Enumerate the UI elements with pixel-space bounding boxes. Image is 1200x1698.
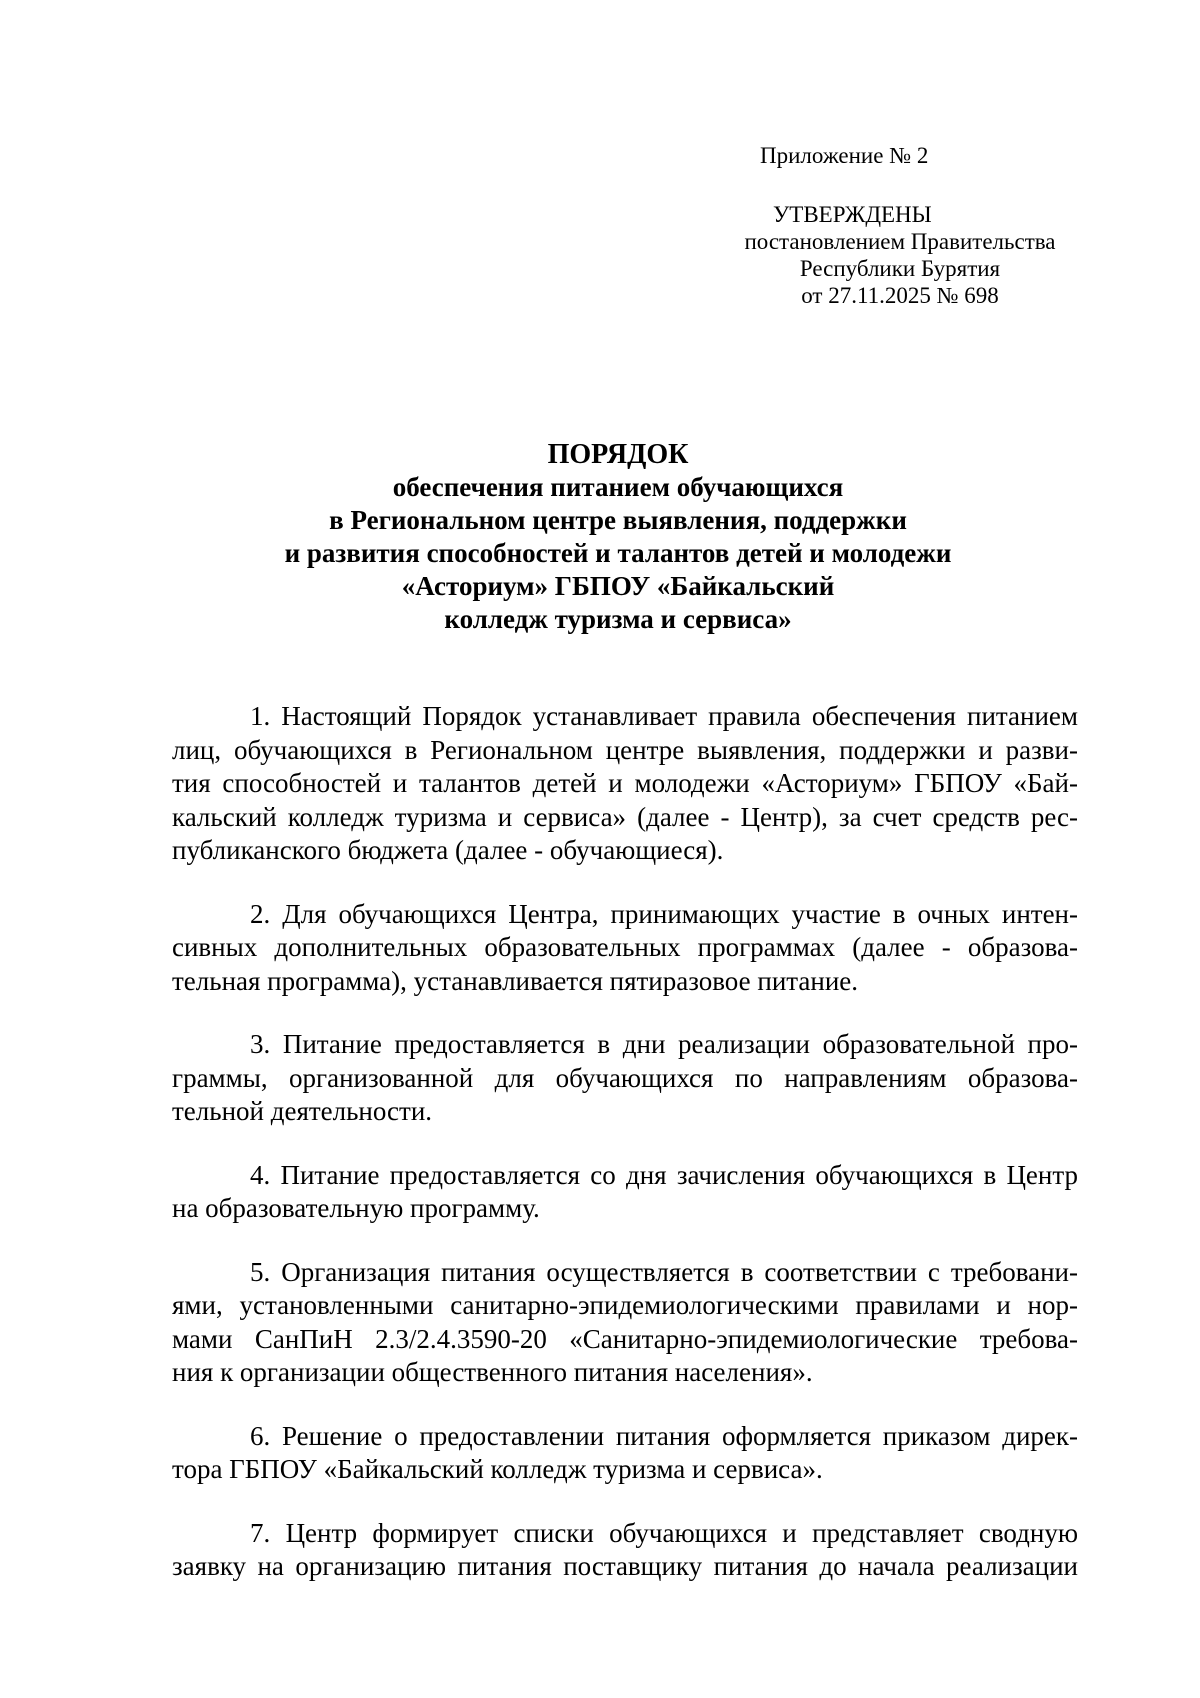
title-line: колледж туризма и сервиса» (444, 604, 792, 634)
paragraph-line: 4. Питание предоставляется со дня зачисления обучающихся в Центр (250, 1159, 1078, 1190)
approval-stamp (700, 201, 1100, 309)
title-line: и развития способностей и талантов детей и молодежи (284, 538, 952, 568)
paragraph-7 (172, 1517, 1078, 1584)
paragraph-line: на образовательную программу. (172, 1193, 540, 1223)
approval-line-2: Республики Бурятия (799, 256, 1001, 281)
paragraph-3 (172, 1028, 1078, 1129)
paragraph-line: лиц, обучающихся в Региональном центре выявления, поддержки и разви- (172, 734, 1078, 765)
paragraph-line: тельная программа), устанавливается пятиразовое питание. (172, 965, 859, 996)
approval-line-3: от 27.11.2025 № 698 (801, 283, 999, 308)
title-line: в Региональном центре выявления, поддержки (329, 505, 907, 535)
paragraph-line: 6. Решение о предоставлении питания оформляется приказом дирек- (250, 1420, 1078, 1451)
document-title (170, 438, 1066, 636)
paragraph-1 (172, 700, 1078, 868)
paragraph-line: мами СанПиН 2.3/2.4.3590-20 «Санитарно-эпидемиологические требова- (172, 1323, 1078, 1354)
paragraph-line: тия способностей и талантов детей и молодежи «Асториум» ГБПОУ «Бай- (172, 768, 1078, 798)
paragraph-line: граммы, организованной для обучающихся по направлениям образова- (172, 1062, 1078, 1093)
paragraph-6 (172, 1420, 1078, 1487)
paragraph-line: 7. Центр формирует списки обучающихся и представляет сводную (250, 1517, 1078, 1548)
approved-heading: УТВЕРЖДЕНЫ (773, 202, 932, 227)
title-line: обеспечения питанием обучающихся (392, 472, 844, 502)
paragraph-4 (172, 1159, 1078, 1226)
paragraph-line: публиканского бюджета (далее - обучающиеся). (172, 835, 724, 865)
paragraph-line: 3. Питание предоставляется в дни реализации образовательной про- (250, 1029, 1078, 1059)
paragraph-line: кальский колледж туризма и сервиса» (далее - Центр), за счет средств рес- (172, 801, 1078, 832)
title-line: «Асториум» ГБПОУ «Байкальский (401, 571, 835, 601)
paragraph-line: 2. Для обучающихся Центра, принимающих участие в очных интен- (250, 898, 1078, 929)
paragraph-line: сивных дополнительных образовательных программах (далее - образова- (172, 932, 1078, 962)
paragraph-line: ния к организации общественного питания населения». (172, 1357, 813, 1387)
paragraph-2 (172, 898, 1078, 999)
paragraph-line: ями, установленными санитарно-эпидемиологическими правилами и нор- (172, 1290, 1078, 1320)
document-body (172, 700, 1078, 1614)
paragraph-5 (172, 1256, 1078, 1390)
paragraph-line: тора ГБПОУ «Байкальский колледж туризма и сервиса». (172, 1454, 823, 1484)
paragraph-line: 1. Настоящий Порядок устанавливает правила обеспечения питанием (250, 701, 1078, 731)
title-main: ПОРЯДОК (547, 439, 689, 470)
paragraph-line: 5. Организация питания осуществляется в соответствии с требовани- (250, 1256, 1078, 1287)
paragraph-line: заявку на организацию питания поставщику питания до начала реализации (172, 1551, 1078, 1581)
appendix-label: Приложение № 2 (760, 143, 929, 168)
paragraph-line: тельной деятельности. (172, 1096, 433, 1126)
approval-line-1: постановлением Правительства (744, 229, 1056, 254)
